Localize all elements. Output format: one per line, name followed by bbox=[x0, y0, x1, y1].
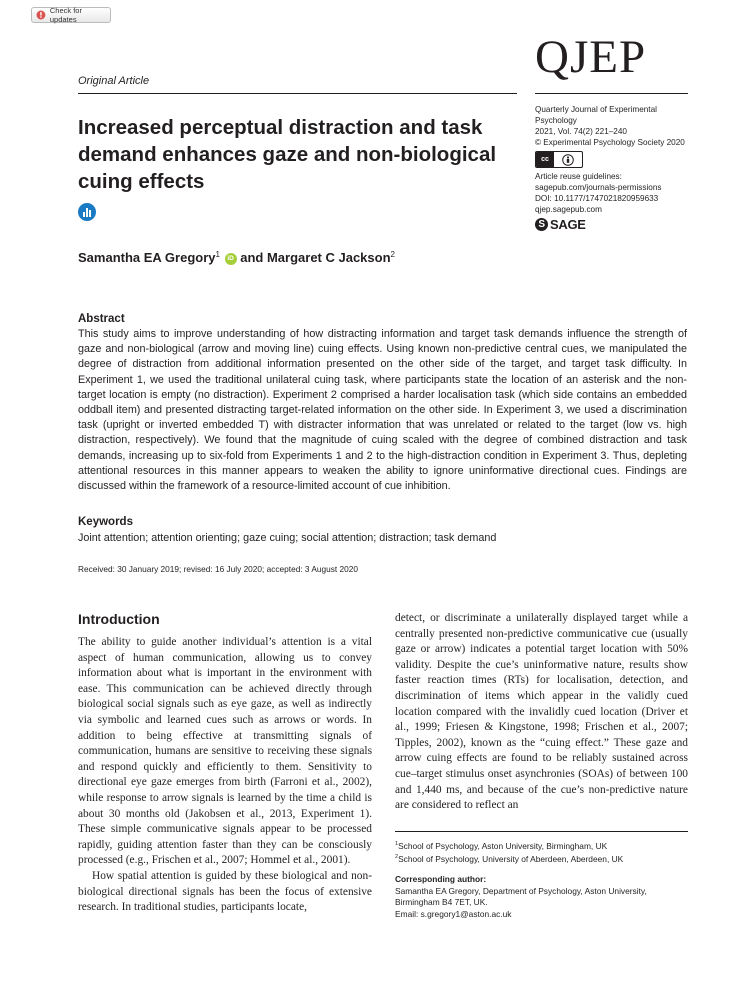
introduction-heading: Introduction bbox=[78, 611, 160, 627]
affiliation-marker: 2 bbox=[395, 854, 399, 861]
sage-s-icon: S bbox=[535, 218, 548, 231]
copyright: © Experimental Psychology Society 2020 bbox=[535, 138, 685, 147]
abstract-heading: Abstract bbox=[78, 313, 125, 325]
doi[interactable]: DOI: 10.1177/1747021820959633 bbox=[535, 194, 659, 203]
footnotes bbox=[395, 839, 690, 920]
data-supplement-icon[interactable] bbox=[78, 203, 96, 221]
sage-logo bbox=[535, 218, 695, 231]
sage-logo-text: SAGE bbox=[550, 217, 586, 232]
affiliation-text: School of Psychology, University of Aberdeen, Aberdeen, UK bbox=[398, 854, 624, 864]
reuse-link[interactable]: sagepub.com/journals-permissions bbox=[535, 183, 662, 192]
cc-icon: cc bbox=[536, 152, 554, 167]
journal-name-line2: Psychology bbox=[535, 116, 577, 125]
journal-url[interactable]: qjep.sagepub.com bbox=[535, 205, 602, 214]
article-type: Original Article bbox=[78, 75, 150, 87]
keywords-heading: Keywords bbox=[78, 516, 133, 528]
journal-name-line1: Quarterly Journal of Experimental bbox=[535, 105, 657, 114]
body-paragraph: The ability to guide another individual’s attention is a vital aspect of human communication, allowing us to convey information about what is important in the environment with ease. This communication can be achieved directly through biological social signals such as eye gaze, as well as indirectly via symbolic and learned cues such as arrows or words. In addition to being effective at transmitting signals of communication, humans are sensitive to receiving these signals and respond quickly and efficiently to them. Sensitivity to directional eye gaze emerges from birth (Farroni et al., 2002), while response to arrow signals is learned by the time a child is about 30 months old (Jakobsen et al., 2013, Experiment 1). These simple communicative signals appear to be processed rapidly, guiding attention faster than they can be consciously processed (e.g., Frischen et al., 2007; Hommel et al., 2001). bbox=[78, 636, 372, 867]
keywords-text: Joint attention; attention orienting; gaze cuing; social attention; distraction; task demand bbox=[78, 532, 497, 544]
author-name[interactable]: Margaret C Jackson bbox=[266, 250, 391, 265]
author-affiliation-marker: 2 bbox=[390, 250, 395, 259]
body-paragraph: How spatial attention is guided by these biological and non-biological directional signals has been the focus of extensive research. In traditional studies, participants locate, bbox=[78, 869, 372, 914]
author-name[interactable]: Samantha EA Gregory bbox=[78, 250, 216, 265]
by-icon bbox=[554, 154, 582, 166]
check-for-updates-label: Check for updates bbox=[49, 6, 82, 24]
author-connector: and bbox=[240, 250, 264, 265]
publication-dates: Received: 30 January 2019; revised: 16 July 2020; accepted: 3 August 2020 bbox=[78, 564, 358, 574]
footnote-divider bbox=[395, 831, 688, 832]
author-list bbox=[78, 250, 395, 265]
reuse-label: Article reuse guidelines: bbox=[535, 172, 622, 181]
cc-by-license-badge[interactable] bbox=[535, 151, 583, 168]
corresponding-author-address: Samantha EA Gregory, Department of Psychology, Aston University, bbox=[395, 885, 647, 896]
check-for-updates-icon bbox=[36, 10, 46, 20]
affiliation-footnote bbox=[395, 852, 690, 865]
affiliation-text: School of Psychology, Aston University, Birmingham, UK bbox=[398, 840, 608, 851]
volume-info: 2021, Vol. 74(2) 221–240 bbox=[535, 127, 627, 136]
orcid-icon[interactable]: iD bbox=[225, 253, 237, 265]
corresponding-author-label: Corresponding author: bbox=[395, 874, 487, 885]
body-column-right bbox=[395, 611, 688, 814]
body-paragraph: detect, or discriminate a unilaterally displayed target while a centrally presented non-predictive communicative cue (usually gaze or arrow) indicates a potential target location with 50% validity. Despite the cue’s uninformative nature, results show faster reaction times (RTs) for localisation, detection, and discrimination of items which appear in the validly cued location compared with the invalidly cued location (Driver et al., 1999; Friesen & Kingstone, 1998; Frischen et al., 2007; Tipples, 2002), known as the “cuing effect.” These gaze and arrow cuing effects are found to be reliably sustained across cue–target stimulus onset asynchronies (SOAs) of between 100 and 1,440 ms, and because of the cue’s non-predictive nature are considered to reflect an bbox=[395, 612, 688, 812]
corresponding-author-email[interactable]: Email: s.gregory1@aston.ac.uk bbox=[395, 908, 512, 919]
body-column-left bbox=[78, 635, 372, 916]
check-for-updates-button[interactable] bbox=[31, 7, 111, 23]
affiliation-marker: 1 bbox=[395, 841, 399, 847]
journal-metadata bbox=[535, 104, 695, 231]
abstract-text: This study aims to improve understanding of how distracting information and target task demands influence the strength of gaze and non-biological (arrow and moving line) cuing effects. Using known non-predictive central cues, we manipulated the degree of distraction from additional information presented on the other side of the target, and target task difficulty. In Experiment 1, we used the traditional unilateral cuing task, where participants state the location of an asterisk and the non-target location is empty (no distraction). Experiment 2 comprised a harder localisation task (which side contains an embedded oddball item) and presented distracting target-related information on the other side. In Experiment 3, we used a discrimination task (upright or inverted embedded T) with distracter information that was unrelated or related to the target (low vs. high distraction, respectively). We found that the magnitude of cuing scaled with the degree of combined distraction and task demands, increasing up to six-fold from Experiments 1 and 2 to the high-distraction condition in Experiment 3. Thus, depleting attentional resources in this manner appears to weaken the ability to ignore uninformative directional cues. Findings are discussed within the framework of a resource-limited account of cue inhibition. bbox=[78, 328, 687, 493]
header-divider bbox=[78, 93, 517, 94]
affiliation-footnote bbox=[395, 839, 690, 852]
header-divider-right bbox=[535, 93, 688, 94]
corresponding-author-address: Birmingham B4 7ET, UK. bbox=[395, 897, 488, 908]
article-title: Increased perceptual distraction and task demand enhances gaze and non-biological cuing effects bbox=[78, 116, 497, 193]
author-affiliation-marker: 1 bbox=[215, 250, 220, 259]
journal-logo[interactable]: QJEP bbox=[535, 31, 647, 83]
